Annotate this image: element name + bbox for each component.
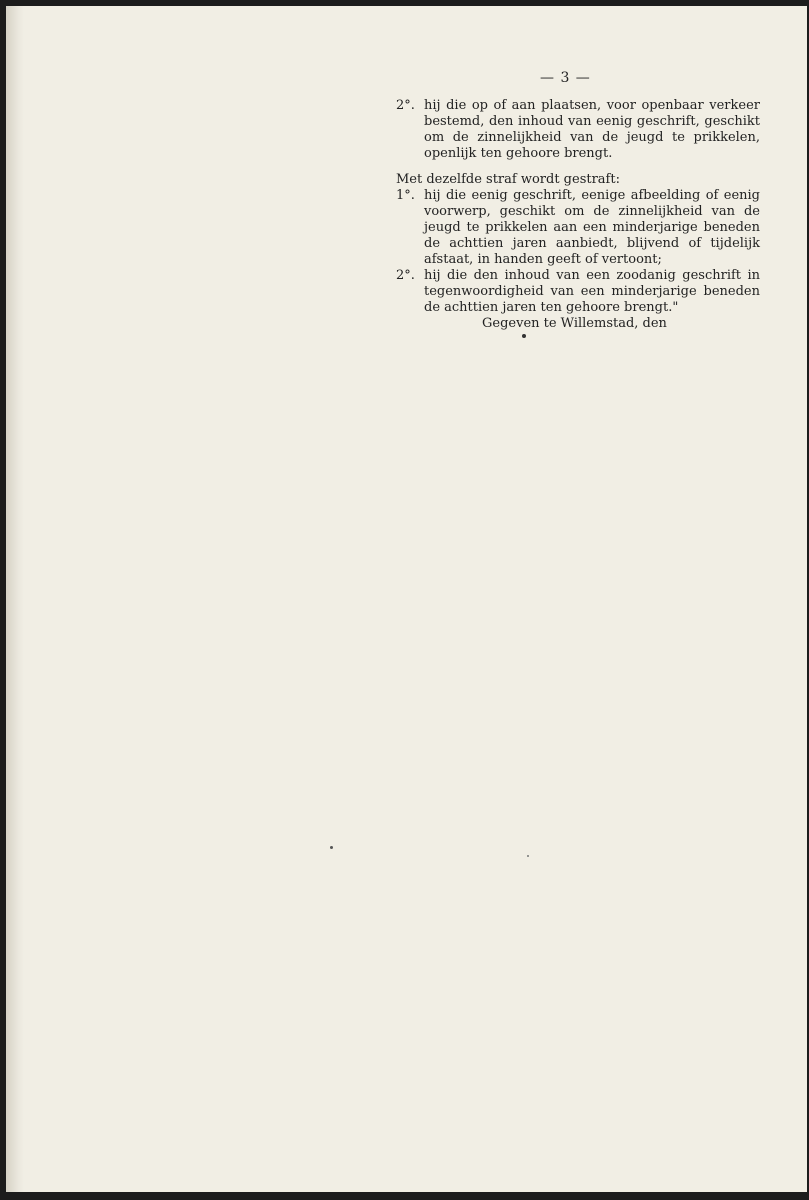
binding-shadow	[6, 6, 24, 1192]
list-item	[396, 268, 760, 316]
item-number: 2°.	[396, 268, 415, 283]
item-text: hij die den inhoud van een zoodanig geschrift in tegenwoordigheid van een minderjarige beneden de achttien jaren ten gehoore brengt."	[424, 268, 760, 315]
item-text: hij die eenig geschrift, eenige afbeelding of eenig voorwerp, geschikt om de zinnelijkheid van de jeugd te prikkelen aan een minderjarige beneden de achttien jaren aanbiedt, blijvend of tijdelijk afstaat, in handen geeft of vertoont;	[424, 188, 760, 267]
paper-speck	[527, 855, 529, 857]
ink-dot	[522, 334, 526, 338]
list-item	[396, 188, 760, 268]
closing-line: Gegeven te Willemstad, den	[482, 316, 667, 331]
list-item	[396, 98, 760, 162]
page-number: — 3 —	[540, 70, 591, 86]
paper-speck	[330, 846, 333, 849]
item-text: hij die op of aan plaatsen, voor openbaar verkeer bestemd, den inhoud van eenig geschrift, geschikt om de zinnelijkheid van de jeugd te prikkelen, openlijk ten gehoore brengt.	[424, 98, 760, 161]
article-item-2a	[396, 98, 760, 162]
article-section	[396, 172, 760, 316]
item-number: 2°.	[396, 98, 415, 113]
section-lead: Met dezelfde straf wordt gestraft:	[396, 172, 620, 187]
item-number: 1°.	[396, 188, 415, 203]
